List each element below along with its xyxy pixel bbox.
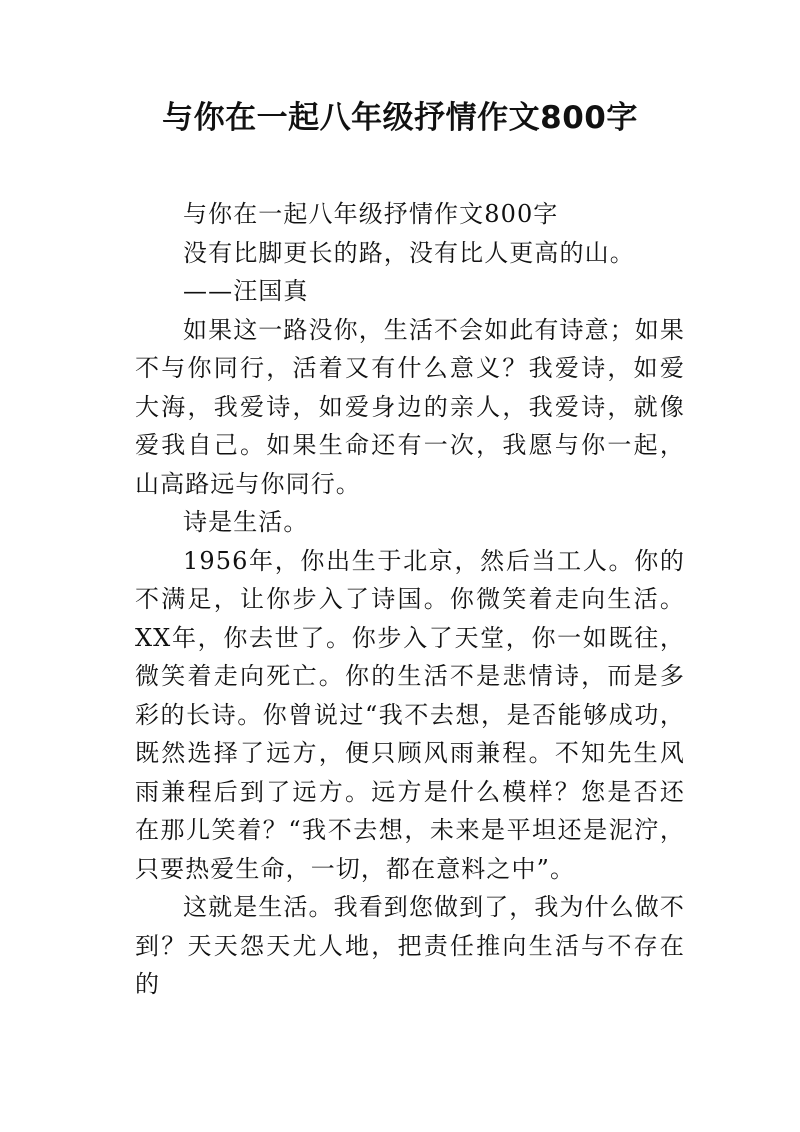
paragraph-quote: 没有比脚更长的路，没有比人更高的山。: [183, 238, 635, 267]
paragraph-this-is-life: 这就是生活。我看到您做到了，我为什么做不到？天天怨天尤人地，把责任推向生活与不存在的: [135, 893, 685, 998]
paragraph-biography: 1956年，你出生于北京，然后当工人。你的不满足，让你步入了诗国。你微笑着走向生活。XX年，你去世了。你步入了天堂，你一如既往，微笑着走向死亡。你的生活不是悲情诗，而是多彩的长诗。你曾说过“我不去想，是否能够成功，既然选择了远方，便只顾风雨兼程。不知先生风雨兼程后到了远方。远方是什么模样？您是否还在那儿笑着？“我不去想，未来是平坦还是泥泞，只要热爱生命，一切，都在意料之中”。: [135, 546, 685, 883]
paragraph-subtitle: 与你在一起八年级抒情作文800字: [183, 200, 559, 228]
paragraph-poetry-is-life: 诗是生活。: [183, 508, 309, 536]
paragraph-quote-author: ——汪国真: [183, 277, 309, 305]
document-body: [135, 195, 685, 1004]
paragraph-intro: 如果这一路没你，生活不会如此有诗意；如果不与你同行，活着又有什么意义？我爱诗，如爱大海，我爱诗，如爱身边的亲人，我爱诗，就像爱我自己。如果生命还有一次，我愿与你一起，山高路远与你同行。: [135, 315, 685, 498]
document-title: 与你在一起八年级抒情作文800字: [162, 100, 638, 136]
